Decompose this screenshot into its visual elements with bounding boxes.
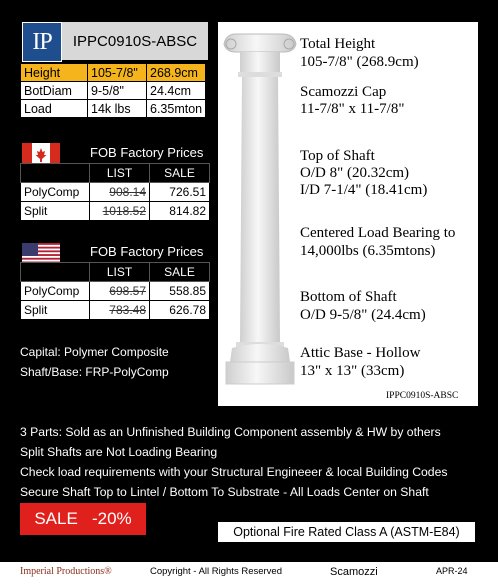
top-shaft-od: O/D 8" (20.32cm) <box>300 165 410 181</box>
spec-imperial: 9-5/8" <box>88 82 147 100</box>
sale-price: 558.85 <box>150 282 210 301</box>
note-line: Split Shafts are Not Loading Bearing <box>20 445 218 459</box>
base-title: Attic Base - Hollow <box>300 345 421 361</box>
list-price: 908.14 <box>90 183 150 202</box>
col-list: LIST <box>90 263 150 282</box>
company-name: Imperial Productions® <box>20 566 112 577</box>
spec-imperial: 105-7/8" <box>88 64 147 82</box>
spec-table <box>20 63 206 118</box>
col-sale: SALE <box>150 164 210 183</box>
spec-label: Height <box>21 64 88 82</box>
spec-label: BotDiam <box>21 82 88 100</box>
spec-label: Load <box>21 100 88 118</box>
col-list: LIST <box>90 164 150 183</box>
spec-metric: 6.35mton <box>147 100 206 118</box>
blank-cell <box>21 263 90 282</box>
spec-metric: 268.9cm <box>147 64 206 82</box>
spec-row-load <box>21 100 206 118</box>
price-row <box>21 202 210 221</box>
list-price: 698.57 <box>90 282 150 301</box>
bottom-shaft-title: Bottom of Shaft <box>300 289 397 305</box>
sale-price: 726.51 <box>150 183 210 202</box>
col-sale: SALE <box>150 263 210 282</box>
company-logo: IP <box>22 22 62 62</box>
price-row <box>21 183 210 202</box>
part-name: PolyComp <box>21 183 90 202</box>
part-name: Split <box>21 301 90 320</box>
cap-value: 11-7/8" x 11-7/8" <box>300 101 405 117</box>
sale-badge: SALE -20% <box>20 503 146 535</box>
price-row <box>21 282 210 301</box>
usa-price-table <box>20 262 210 320</box>
blank-cell <box>21 164 90 183</box>
note-line: Secure Shaft Top to Lintel / Bottom To Substrate - All Loads Center on Shaft <box>20 485 429 499</box>
capital-material: Capital: Polymer Composite <box>20 345 169 359</box>
price-header-row <box>21 263 210 282</box>
date-code: APR-24 <box>436 566 468 576</box>
top-shaft-title: Top of Shaft <box>300 148 375 164</box>
style-name: Scamozzi <box>330 566 378 578</box>
load-title: Centered Load Bearing to <box>300 225 456 241</box>
bottom-shaft-od: O/D 9-5/8" (24.4cm) <box>300 307 426 323</box>
list-price: 1018.52 <box>90 202 150 221</box>
part-name: PolyComp <box>21 282 90 301</box>
spec-row-height <box>21 64 206 82</box>
note-line: 3 Parts: Sold as an Unfinished Building Component assembly & HW by others <box>20 425 441 439</box>
column-illustration <box>218 22 300 406</box>
sale-price: 814.82 <box>150 202 210 221</box>
part-name: Split <box>21 202 90 221</box>
total-height-title: Total Height <box>300 36 376 52</box>
price-header-row <box>21 164 210 183</box>
copyright: Copyright - All Rights Reserved <box>150 566 282 577</box>
spec-imperial: 14k lbs <box>88 100 147 118</box>
usa-price-heading: FOB Factory Prices <box>90 244 204 259</box>
load-value: 14,000lbs (6.35mtons) <box>300 243 436 259</box>
image-code: IPPC0910S-ABSC <box>386 391 459 401</box>
list-price: 783.48 <box>90 301 150 320</box>
sale-price: 626.78 <box>150 301 210 320</box>
cap-title: Scamozzi Cap <box>300 84 387 100</box>
spec-metric: 24.4cm <box>147 82 206 100</box>
canada-price-heading: FOB Factory Prices <box>90 145 204 160</box>
top-shaft-id: I/D 7-1/4" (18.41cm) <box>300 182 428 198</box>
product-code: IPPC0910S-ABSC <box>62 22 208 60</box>
canada-price-table <box>20 163 210 221</box>
base-value: 13" x 13" (33cm) <box>300 363 405 379</box>
note-line: Check load requirements with your Structural Engineeer & local Building Codes <box>20 465 448 479</box>
fire-rating-label: Optional Fire Rated Class A (ASTM-E84) <box>217 521 476 543</box>
shaft-material: Shaft/Base: FRP-PolyComp <box>20 365 169 379</box>
spec-row-botdiam <box>21 82 206 100</box>
price-row <box>21 301 210 320</box>
total-height-value: 105-7/8" (268.9cm) <box>300 54 419 70</box>
